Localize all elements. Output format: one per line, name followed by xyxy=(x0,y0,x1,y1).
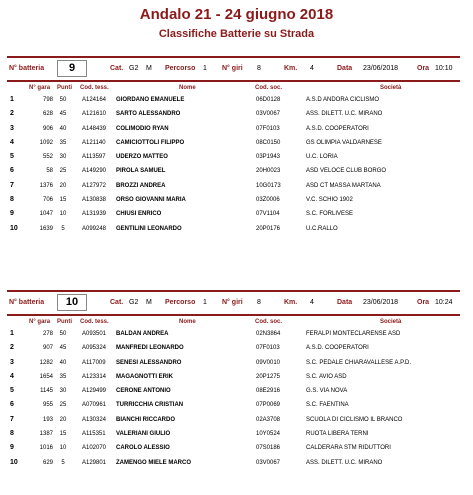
position: 1 xyxy=(10,330,14,337)
km-value: 4 xyxy=(310,299,314,306)
license-code: A129499 xyxy=(82,388,107,395)
rider-name: CHIUSI ENRICO xyxy=(116,211,162,218)
rider-name: CERONE ANTONIO xyxy=(116,388,171,395)
points: 25 xyxy=(59,168,67,175)
position: 8 xyxy=(10,196,14,204)
points: 35 xyxy=(59,373,67,380)
club-code: 02N3864 xyxy=(256,331,281,337)
batteria-section xyxy=(7,290,460,471)
rider-name: BROZZI ANDREA xyxy=(116,182,166,189)
club-name: ASS. DILETT. U.C. MIRANO xyxy=(306,111,383,118)
club-code: 03V0067 xyxy=(256,459,281,466)
table-row xyxy=(7,108,460,122)
position: 7 xyxy=(10,415,14,423)
license-code: A131939 xyxy=(82,211,107,218)
club-code: 20H0023 xyxy=(256,168,281,175)
race-number: 907 xyxy=(42,345,53,352)
points: 50 xyxy=(59,97,67,103)
rider-name: SARTO ALESSANDRO xyxy=(116,111,181,118)
rider-name: MANFREDI LEONARDO xyxy=(116,345,184,352)
rider-name: PIROLA SAMUEL xyxy=(116,168,166,175)
club-code: 07S0186 xyxy=(256,445,281,452)
club-name: A.S.D. COOPERATORI xyxy=(306,125,369,132)
race-number: 58 xyxy=(46,168,53,175)
table-row xyxy=(7,399,460,413)
position: 5 xyxy=(10,153,14,161)
club-code: 03Z0006 xyxy=(256,197,280,204)
rider-name: BIANCHI RICCARDO xyxy=(116,416,175,423)
club-code: 02A3708 xyxy=(256,416,281,423)
km-label: Km. xyxy=(284,65,298,72)
col-nome: Nome xyxy=(179,319,196,325)
points: 45 xyxy=(59,345,67,352)
batteria-header xyxy=(7,56,460,82)
rider-name: ZAMENGO MIELE MARCO xyxy=(116,459,191,466)
points: 40 xyxy=(59,359,67,366)
data-value: 23/06/2018 xyxy=(363,299,399,306)
points: 40 xyxy=(59,125,67,132)
batteria-label: N° batteria xyxy=(9,299,45,306)
club-name: ASD VELOCE CLUB BORGO xyxy=(306,168,387,175)
club-name: ASD CT MASSA MARTANA xyxy=(306,182,381,189)
license-code: A124164 xyxy=(82,97,107,103)
cat-label: Cat. xyxy=(110,65,124,72)
club-name: ASS. DILETT. U.C. MIRANO xyxy=(306,459,383,466)
club-code: 03V0067 xyxy=(256,111,281,118)
club-name: CALDERARA STM RIDUTTORI xyxy=(306,445,391,452)
data-label: Data xyxy=(337,65,353,72)
points: 50 xyxy=(59,331,67,337)
club-name: U.C.RALLO xyxy=(306,225,338,232)
race-number: 1639 xyxy=(39,225,53,232)
license-code: A113597 xyxy=(82,154,106,161)
club-code: 10G0173 xyxy=(256,182,281,189)
club-code: 07P0069 xyxy=(256,402,281,409)
table-row xyxy=(7,442,460,456)
club-name: G.S. VIA NOVA xyxy=(306,388,348,395)
race-number: 629 xyxy=(42,459,53,466)
club-code: 08C0150 xyxy=(256,139,281,146)
points: 10 xyxy=(59,211,67,218)
race-number: 278 xyxy=(42,331,53,337)
position: 6 xyxy=(10,167,14,175)
club-name: RUOTA LIBERA TERNI xyxy=(306,431,369,438)
table-row xyxy=(7,180,460,194)
rider-name: CAMICIOTTOLI FILIPPO xyxy=(116,139,185,146)
col-nome: Nome xyxy=(179,85,196,91)
ora-label: Ora xyxy=(417,299,430,306)
rider-name: TURRICCHIA CRISTIAN xyxy=(116,402,184,409)
license-code: A115351 xyxy=(82,431,106,438)
race-number: 706 xyxy=(42,197,53,204)
points: 15 xyxy=(59,197,67,204)
col-punti: Punti xyxy=(57,85,72,91)
race-number: 1282 xyxy=(39,359,53,366)
license-code: A121610 xyxy=(82,111,107,118)
race-number: 552 xyxy=(42,154,53,161)
points: 30 xyxy=(59,388,67,395)
club-code: 20P1275 xyxy=(256,373,281,380)
giri-value: 8 xyxy=(257,65,261,72)
license-code: A121140 xyxy=(82,139,106,146)
table-row xyxy=(7,385,460,399)
club-name: A.S.D ANDORA CICLISMO xyxy=(306,97,380,103)
col-cod-soc: Cod. soc. xyxy=(255,85,283,91)
rider-name: VALERIANI GIULIO xyxy=(116,431,171,438)
club-code: 07F0103 xyxy=(256,125,280,132)
race-number: 1654 xyxy=(39,373,53,380)
col-gara: N° gara xyxy=(29,85,51,91)
giri-label: N° giri xyxy=(222,65,243,72)
table-row xyxy=(7,137,460,151)
cat-label: Cat. xyxy=(110,299,124,306)
club-code: 20P0176 xyxy=(256,225,281,232)
race-number: 1387 xyxy=(39,431,53,438)
license-code: A070961 xyxy=(82,402,107,409)
position: 3 xyxy=(10,358,14,366)
col-cod-soc: Cod. soc. xyxy=(255,319,283,325)
club-code: 09V0010 xyxy=(256,359,281,366)
rider-name: UDERZO MATTEO xyxy=(116,154,168,161)
license-code: A099248 xyxy=(82,225,107,232)
sex-value: M xyxy=(146,299,152,306)
rider-name: ORSO GIOVANNI MARIA xyxy=(116,197,186,204)
position: 3 xyxy=(10,124,14,132)
license-code: A127972 xyxy=(82,182,107,189)
table-row xyxy=(7,208,460,222)
points: 35 xyxy=(59,139,67,146)
table-row xyxy=(7,165,460,179)
table-row xyxy=(7,194,460,208)
club-name: U.C. LORIA xyxy=(306,154,338,161)
points: 45 xyxy=(59,111,67,118)
table-row xyxy=(7,342,460,356)
points: 30 xyxy=(59,154,67,161)
club-code: 07V1104 xyxy=(256,211,280,218)
position: 2 xyxy=(10,344,14,352)
km-label: Km. xyxy=(284,299,298,306)
position: 9 xyxy=(10,210,14,218)
col-cod-tess: Cod. tess. xyxy=(80,85,109,91)
percorso-value: 1 xyxy=(203,65,207,72)
license-code: A130838 xyxy=(82,197,107,204)
club-code: 08E2916 xyxy=(256,388,281,395)
license-code: A149290 xyxy=(82,168,107,175)
position: 1 xyxy=(10,96,14,103)
race-number: 1047 xyxy=(39,211,53,218)
club-code: 03P1943 xyxy=(256,154,281,161)
table-row xyxy=(7,123,460,137)
cat-value: G2 xyxy=(129,299,139,306)
col-gara: N° gara xyxy=(29,319,51,325)
table-row xyxy=(7,151,460,165)
club-name: V.C. SCHIO 1902 xyxy=(306,197,353,204)
license-code: A117009 xyxy=(82,359,106,366)
batteria-header xyxy=(7,290,460,316)
club-name: S.C. AVIO ASD xyxy=(306,373,347,380)
km-value: 4 xyxy=(310,65,314,72)
race-number: 1145 xyxy=(40,388,53,395)
race-number: 906 xyxy=(42,125,53,132)
page-subtitle: Classifiche Batterie su Strada xyxy=(158,28,315,40)
percorso-value: 1 xyxy=(203,299,207,306)
rider-name: GENTILINI LEONARDO xyxy=(116,225,182,232)
table-row xyxy=(7,371,460,385)
rider-name: GIORDANO EMANUELE xyxy=(116,97,185,103)
club-name: GS OLIMPIA VALDARNESE xyxy=(306,139,382,146)
giri-value: 8 xyxy=(257,299,261,306)
club-name: S.C. FORLIVESE xyxy=(306,211,354,218)
ora-value: 10:10 xyxy=(435,65,453,72)
table-row xyxy=(7,414,460,428)
position: 5 xyxy=(10,387,14,395)
position: 10 xyxy=(10,224,18,232)
club-name: S.C. PEDALE CHIARAVALLESE A.P.D. xyxy=(306,359,412,366)
batteria-label: N° batteria xyxy=(9,65,45,72)
table-row xyxy=(7,223,460,237)
race-number: 798 xyxy=(42,97,53,103)
points: 5 xyxy=(61,225,65,232)
rider-name: BALDAN ANDREA xyxy=(116,331,169,337)
col-societa: Società xyxy=(380,85,402,91)
column-headers xyxy=(7,316,460,328)
club-name: A.S.D. COOPERATORI xyxy=(306,345,369,352)
club-name: FERALPI MONTECLARENSE ASD xyxy=(306,331,401,337)
rider-name: SENESI ALESSANDRO xyxy=(116,359,182,366)
rider-name: COLIMODIO RYAN xyxy=(116,125,169,132)
data-label: Data xyxy=(337,299,353,306)
license-code: A095324 xyxy=(82,345,107,352)
percorso-label: Percorso xyxy=(165,65,196,72)
table-row xyxy=(7,94,460,108)
sex-value: M xyxy=(146,65,152,72)
page-title: Andalo 21 - 24 giugno 2018 xyxy=(139,6,334,23)
col-cod-tess: Cod. tess. xyxy=(80,319,109,325)
race-number: 955 xyxy=(42,402,53,409)
ora-label: Ora xyxy=(417,65,430,72)
club-code: 06D0128 xyxy=(256,97,281,103)
license-code: A093501 xyxy=(82,331,107,337)
club-name: S.C. FAENTINA xyxy=(306,402,349,409)
points: 25 xyxy=(59,402,67,409)
position: 4 xyxy=(10,138,14,146)
points: 5 xyxy=(61,459,65,466)
license-code: A123314 xyxy=(82,373,107,380)
license-code: A102070 xyxy=(82,445,107,452)
position: 10 xyxy=(10,458,18,466)
position: 6 xyxy=(10,401,14,409)
club-code: 10Y0524 xyxy=(256,431,281,438)
license-code: A129801 xyxy=(82,459,107,466)
cat-value: G2 xyxy=(129,65,139,72)
col-punti: Punti xyxy=(57,319,72,325)
race-number: 628 xyxy=(42,111,53,118)
position: 9 xyxy=(10,444,14,452)
position: 4 xyxy=(10,372,14,380)
giri-label: N° giri xyxy=(222,299,243,306)
race-number: 1092 xyxy=(39,139,53,146)
points: 20 xyxy=(59,182,67,189)
race-number: 1016 xyxy=(39,445,53,452)
column-headers xyxy=(7,82,460,94)
batteria-section xyxy=(7,56,460,237)
position: 7 xyxy=(10,181,14,189)
points: 20 xyxy=(59,416,67,423)
race-number: 193 xyxy=(42,416,53,423)
rider-name: CAROLO ALESSIO xyxy=(116,445,170,452)
batteria-number-box: 9 xyxy=(57,60,87,77)
batteria-number-box: 10 xyxy=(57,294,87,311)
license-code: A148439 xyxy=(82,125,107,132)
points: 10 xyxy=(59,445,67,452)
position: 8 xyxy=(10,430,14,438)
license-code: A130324 xyxy=(82,416,107,423)
table-row xyxy=(7,457,460,471)
rider-name: MAGAGNOTTI ERIK xyxy=(116,373,173,380)
race-number: 1376 xyxy=(39,182,53,189)
club-code: 07F0103 xyxy=(256,345,280,352)
table-row xyxy=(7,428,460,442)
points: 15 xyxy=(59,431,67,438)
position: 2 xyxy=(10,110,14,118)
ora-value: 10:24 xyxy=(435,299,453,306)
table-row xyxy=(7,357,460,371)
col-societa: Società xyxy=(380,319,402,325)
club-name: SCUOLA DI CICLISMO IL BRANCO xyxy=(306,416,403,423)
percorso-label: Percorso xyxy=(165,299,196,306)
table-row xyxy=(7,328,460,342)
data-value: 23/06/2018 xyxy=(363,65,399,72)
